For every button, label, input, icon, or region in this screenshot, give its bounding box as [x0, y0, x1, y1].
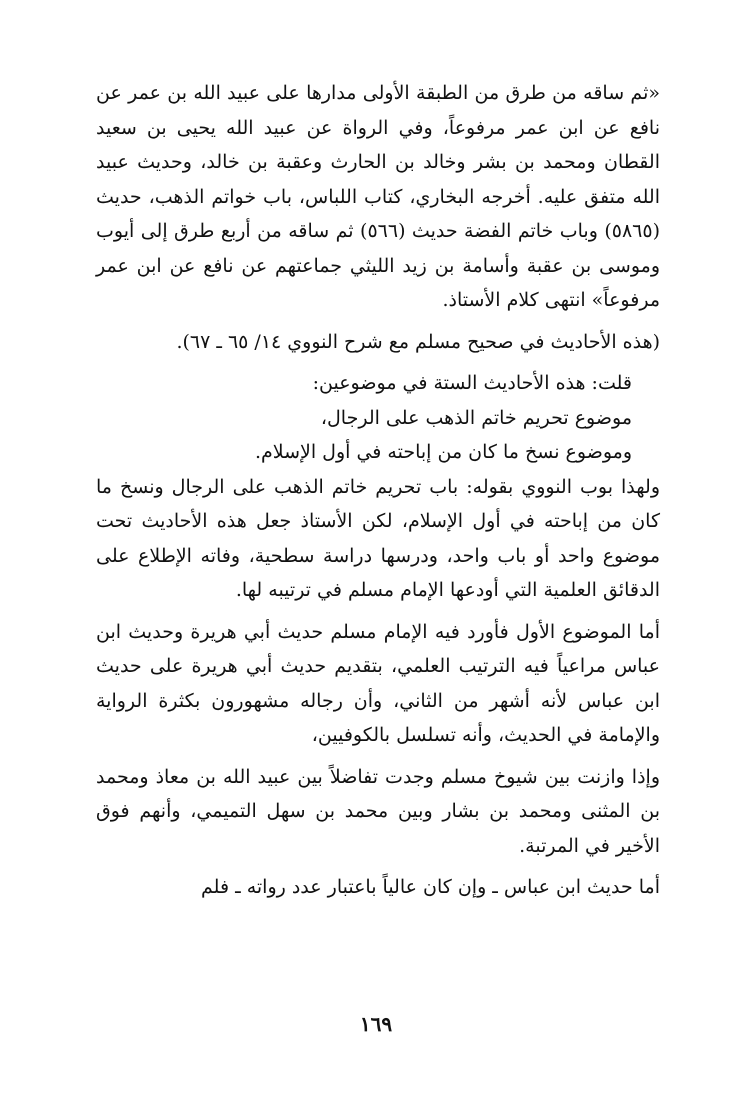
page-number: ١٦٩	[359, 1012, 393, 1036]
paragraph-comparison: وإذا وازنت بين شيوخ مسلم وجدت تفاضلاً بين عبيد الله بن معاذ ومحمد بن المثنى ومحمد بن بشار وبين محمد بن سهل التميمي، وأنهم فوق الأخير في المرتبة.	[96, 765, 660, 857]
paragraph-intro: قلت: هذه الأحاديث الستة في موضوعين:	[312, 372, 632, 394]
topic-item-2: وموضوع نسخ ما كان من إباحته في أول الإسلام.	[254, 441, 632, 463]
paragraph-first-topic: أما الموضوع الأول فأورد فيه الإمام مسلم حديث أبي هريرة وحديث ابن عباس مراعياً فيه الترتيب العلمي، بتقديم حديث أبي هريرة على حديث ابن عباس لأنه أشهر من الثاني، وأن رجاله مشهورون بكثرة الرواية والإمامة في الحديث، وأنه تسلسل بالكوفيين،	[96, 620, 660, 746]
topic-item-1: موضوع تحريم خاتم الذهب على الرجال،	[320, 406, 632, 429]
body-text	[96, 76, 660, 905]
paragraph-nawawi: ولهذا بوب النووي بقوله: باب تحريم خاتم الذهب على الرجال ونسخ ما كان من إباحته في أول الإسلام، لكن الأستاذ جعل هذه الأحاديث تحت موضوع واحد أو باب واحد، ودرسها دراسة سطحية، وفاته الإطلاع على الدقائق العلمية التي أودعها الإمام مسلم في ترتيبه لها.	[96, 475, 660, 601]
paragraph-quote: «ثم ساقه من طرق من الطبقة الأولى مدارها على عبيد الله بن عمر عن نافع عن ابن عمر مرفوعاً، وفي الرواة عن عبيد الله يحيى بن سعيد القطان ومحمد بن بشر وخالد بن الحارث وعقبة بن خالد، وحديث عبيد الله متفق عليه. أخرجه البخاري، كتاب اللباس، باب خواتم الذهب، حديث (٥٨٦٥) وباب خاتم الفضة حديث (٥٦٦) ثم ساقه من أربع طرق إلى أيوب وموسى بن عقبة وأسامة بن زيد الليثي جماعتهم عن نافع عن ابن عمر مرفوعاً» انتهى كلام الأستاذ.	[96, 82, 660, 311]
paragraph-ibn-abbas: أما حديث ابن عباس ـ وإن كان عالياً باعتبار عدد رواته ـ فلم	[201, 876, 660, 898]
paragraph-reference: (هذه الأحاديث في صحيح مسلم مع شرح النووي ١٤/ ٦٥ ـ ٦٧).	[176, 330, 660, 353]
